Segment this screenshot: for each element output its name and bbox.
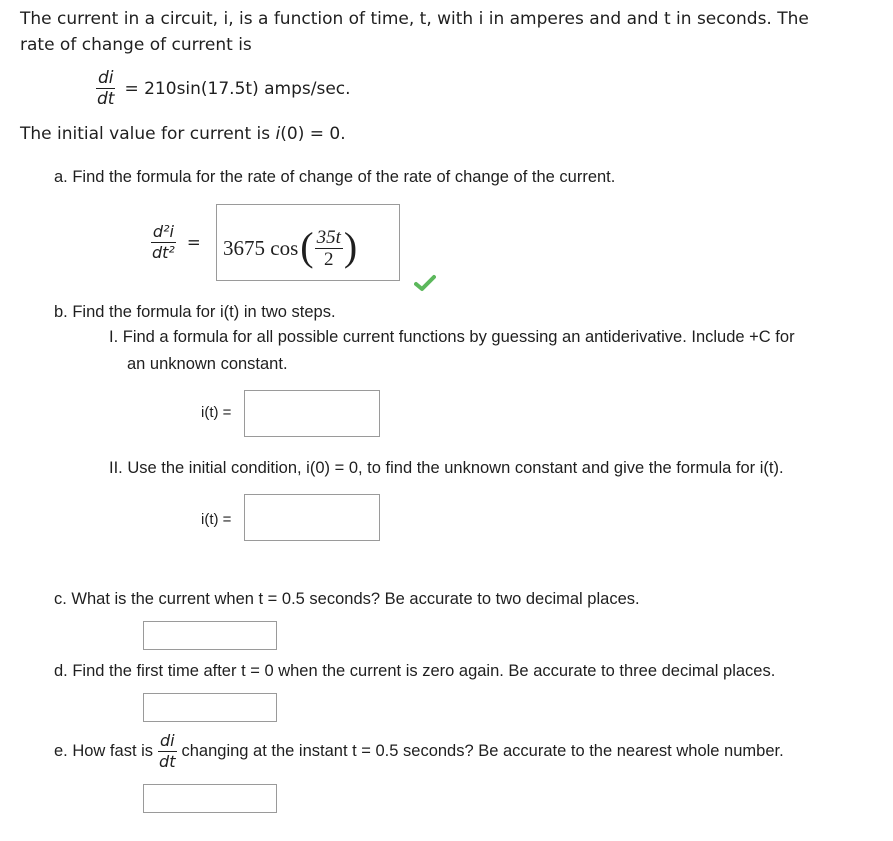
right-paren: ) <box>343 223 358 269</box>
initial-value-rest: (0) = 0. <box>280 124 346 144</box>
part-d-prompt: d. Find the first time after t = 0 when the current is zero again. Be accurate to three decimal places. <box>54 662 776 680</box>
equals-sign: = <box>186 233 201 252</box>
left-paren: ( <box>300 223 314 269</box>
answer-fraction-denominator: 2 <box>323 249 334 270</box>
part-a-answer <box>223 223 358 270</box>
answer-fraction-numerator: 35t <box>316 227 341 248</box>
part-a-lhs <box>150 222 201 263</box>
part-e-prefix: e. How fast is <box>54 742 154 760</box>
part-a-prompt: a. Find the formula for the rate of change of the rate of change of the current. <box>54 168 616 186</box>
part-e-fraction-denominator: dt <box>159 752 176 771</box>
initial-value-fn: i <box>275 124 281 144</box>
part-b-input-2[interactable] <box>244 494 380 541</box>
second-derivative-denominator: dt² <box>152 243 175 262</box>
part-b-prompt: b. Find the formula for i(t) in two steps. <box>54 303 336 321</box>
fraction-denominator: dt <box>97 89 115 109</box>
part-b-label-2: i(t) = <box>201 511 232 528</box>
second-derivative-numerator: d²i <box>152 222 174 241</box>
rate-expression: = 210sin(17.5t) amps/sec. <box>124 78 351 99</box>
part-b-input-1[interactable] <box>244 390 380 437</box>
initial-value-prefix: The initial value for current is <box>20 124 276 144</box>
answer-coefficient: 3675 cos <box>223 236 299 260</box>
second-derivative-fraction <box>150 222 177 263</box>
part-e-fraction-numerator: di <box>159 731 175 750</box>
part-e-input[interactable] <box>143 784 277 813</box>
part-e-prompt <box>54 731 784 772</box>
initial-value-text <box>20 121 346 147</box>
part-a-answer-box[interactable] <box>216 204 400 281</box>
rate-equation <box>95 68 351 109</box>
part-e-fraction <box>157 731 177 772</box>
correct-check-icon <box>414 274 436 292</box>
answer-fraction <box>315 227 343 270</box>
part-b-step2: II. Use the initial condition, i(0) = 0, to find the unknown constant and give the formula for i(t). <box>109 459 784 477</box>
part-e-suffix: changing at the instant t = 0.5 seconds? Be accurate to the nearest whole number. <box>181 742 784 760</box>
part-c-input[interactable] <box>143 621 277 650</box>
part-d-input[interactable] <box>143 693 277 722</box>
intro-line-1: The current in a circuit, i, is a function of time, t, with i in amperes and and t in seconds. The <box>20 9 809 29</box>
intro-line-2: rate of change of current is <box>20 35 252 55</box>
di-dt-fraction <box>95 68 116 109</box>
part-b-label-1: i(t) = <box>201 404 232 421</box>
part-b-step1-line2: an unknown constant. <box>127 355 288 373</box>
part-b-step1-line1: I. Find a formula for all possible current functions by guessing an antiderivative. Include +C for <box>109 328 795 346</box>
part-c-prompt: c. What is the current when t = 0.5 seconds? Be accurate to two decimal places. <box>54 590 640 608</box>
fraction-numerator: di <box>97 68 114 88</box>
